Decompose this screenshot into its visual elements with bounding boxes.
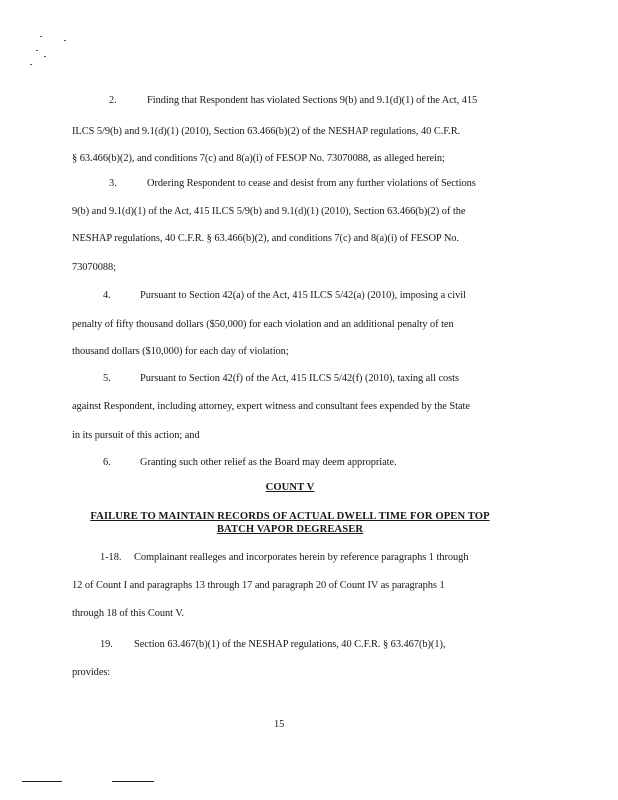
paragraph-19-line: Section 63.467(b)(1) of the NESHAP regulations, 40 C.F.R. § 63.467(b)(1), [134,639,446,650]
paragraph-1-18-line: Complainant realleges and incorporates herein by reference paragraphs 1 through [134,552,469,563]
paragraph-1-18-number: 1-18. [100,552,122,563]
count-subtitle: BATCH VAPOR DEGREASER [216,524,364,535]
scan-speck [44,56,46,57]
paragraph-6-line: Granting such other relief as the Board may deem appropriate. [140,457,397,468]
paragraph-5-number: 5. [103,373,111,384]
paragraph-3-number: 3. [109,178,117,189]
scan-speck [36,50,38,51]
paragraph-5-line: Pursuant to Section 42(f) of the Act, 415 ILCS 5/42(f) (2010), taxing all costs [140,373,459,384]
paragraph-2-line: § 63.466(b)(2), and conditions 7(c) and 8(a)(i) of FESOP No. 73070088, as alleged herein; [72,153,445,164]
scan-artifact-line [22,781,62,782]
paragraph-2-number: 2. [109,95,117,106]
paragraph-1-18-line: through 18 of this Count V. [72,608,184,619]
paragraph-6-number: 6. [103,457,111,468]
paragraph-19-number: 19. [100,639,113,650]
paragraph-4-line: thousand dollars ($10,000) for each day of violation; [72,346,289,357]
scan-speck [64,40,66,41]
scan-artifact-line [112,781,154,782]
paragraph-3-line: 9(b) and 9.1(d)(1) of the Act, 415 ILCS 5/9(b) and 9.1(d)(1) (2010), Section 63.466(b)(2) of the [72,206,466,217]
paragraph-4-line: Pursuant to Section 42(a) of the Act, 415 ILCS 5/42(a) (2010), imposing a civil [140,290,466,301]
paragraph-3-line: Ordering Respondent to cease and desist from any further violations of Sections [147,178,476,189]
scan-speck [30,64,32,65]
paragraph-3-line: 73070088; [72,262,116,273]
paragraph-5-line: in its pursuit of this action; and [72,430,200,441]
paragraph-3-line: NESHAP regulations, 40 C.F.R. § 63.466(b)(2), and conditions 7(c) and 8(a)(i) of FESOP No. [72,233,459,244]
count-subtitle: FAILURE TO MAINTAIN RECORDS OF ACTUAL DWELL TIME FOR OPEN TOP [90,511,490,522]
paragraph-2-line: ILCS 5/9(b) and 9.1(d)(1) (2010), Section 63.466(b)(2) of the NESHAP regulations, 40 C.F.R. [72,126,461,137]
paragraph-1-18-line: 12 of Count I and paragraphs 13 through 17 and paragraph 20 of Count IV as paragraphs 1 [72,580,445,591]
paragraph-19-line: provides: [72,667,111,678]
count-title: COUNT V [265,482,315,493]
scan-speck [40,36,42,37]
paragraph-2-line: Finding that Respondent has violated Sections 9(b) and 9.1(d)(1) of the Act, 415 [147,95,478,106]
paragraph-4-number: 4. [103,290,111,301]
paragraph-4-line: penalty of fifty thousand dollars ($50,000) for each violation and an additional penalty of ten [72,319,454,330]
page-number: 15 [274,719,285,730]
paragraph-5-line: against Respondent, including attorney, expert witness and consultant fees expended by the State [72,401,470,412]
